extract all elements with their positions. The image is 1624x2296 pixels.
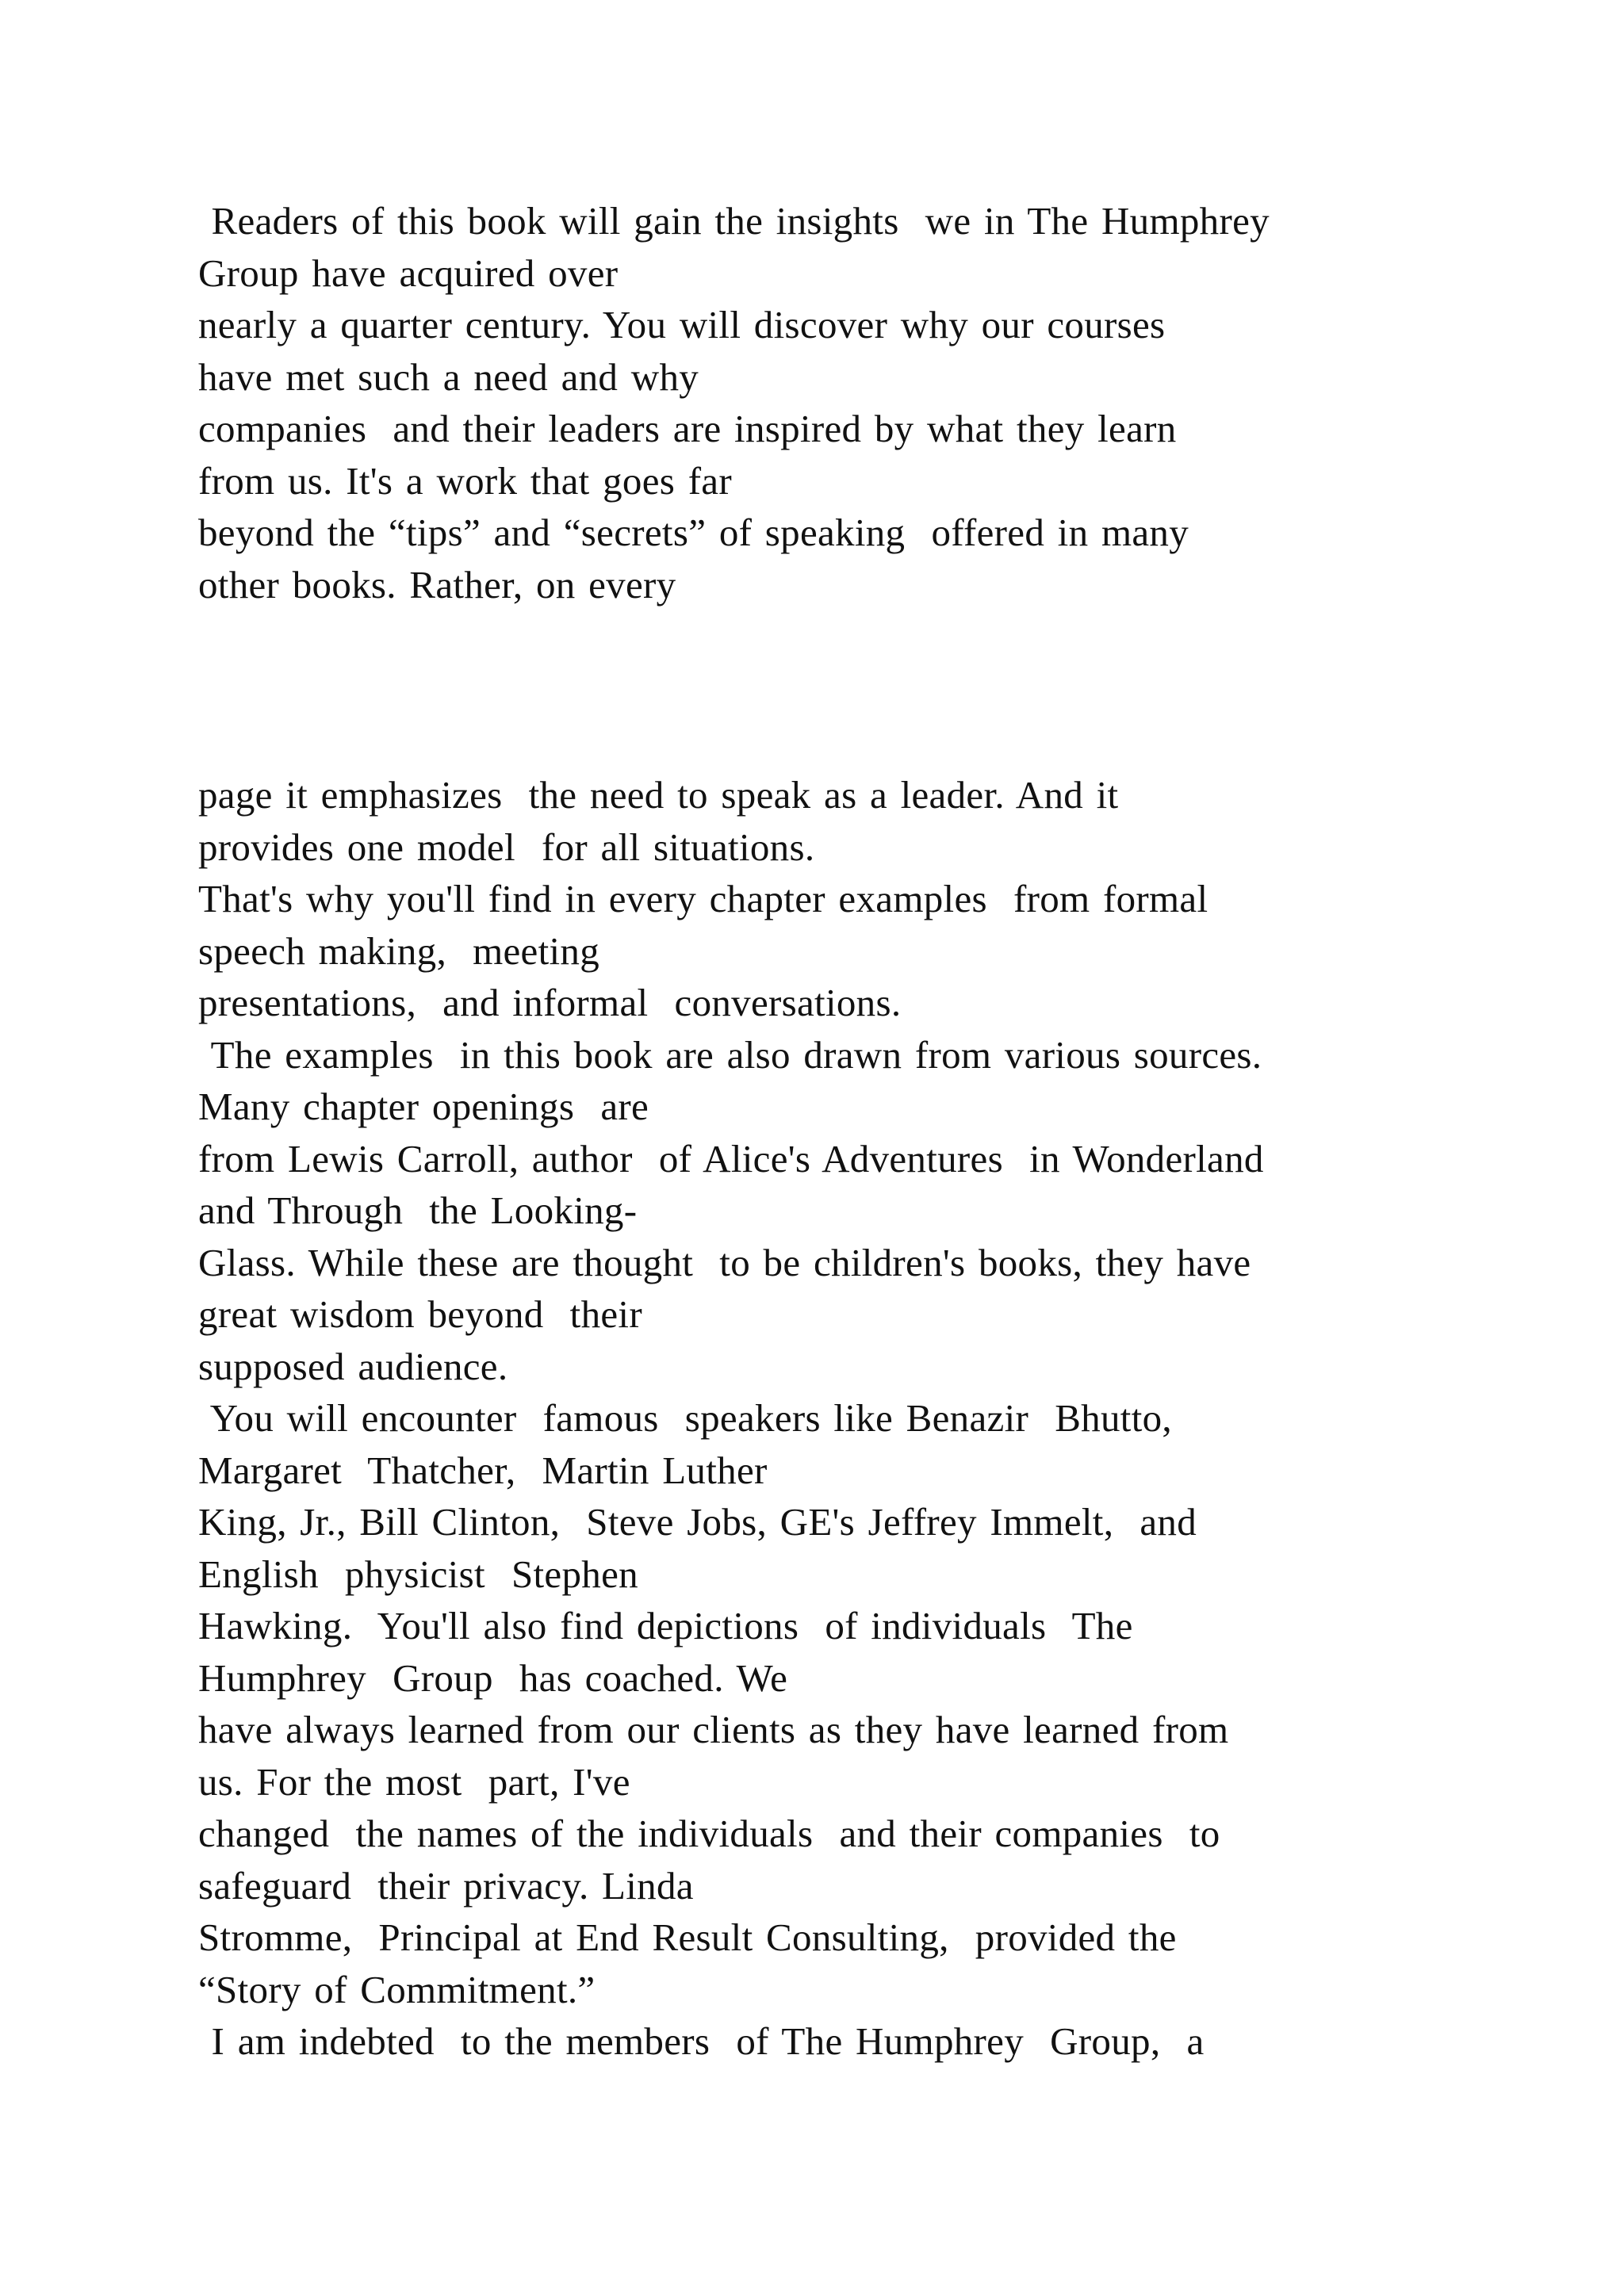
text-line: supposed audience. xyxy=(198,1344,508,1388)
text-line: The examples in this book are also drawn from various sources. xyxy=(198,1032,1262,1077)
text-line: Many chapter openings are xyxy=(198,1085,649,1128)
text-line: I am indebted to the members of The Humphrey Group, a xyxy=(198,2019,1205,2063)
text-line: us. For the most part, I've xyxy=(198,1759,630,1804)
text-line: changed the names of the individuals and their companies to xyxy=(198,1812,1220,1855)
text-line: Hawking. You'll also find depictions of individuals The xyxy=(198,1604,1133,1647)
text-line: safeguard their privacy. Linda xyxy=(198,1863,694,1908)
text-line: from Lewis Carroll, author of Alice's Adventures in Wonderland xyxy=(198,1136,1264,1181)
text-line: Group have acquired over xyxy=(198,251,619,295)
text-line: from us. It's a work that goes far xyxy=(198,458,732,503)
text-line: Humphrey Group has coached. We xyxy=(198,1655,788,1700)
text-line: page it emphasizes the need to speak as a leader. And it xyxy=(198,773,1119,817)
text-line: speech making, meeting xyxy=(198,928,600,973)
text-line: Stromme, Principal at End Result Consulting, provided the xyxy=(198,1915,1177,1959)
text-line: King, Jr., Bill Clinton, Steve Jobs, GE's Jeffrey Immelt, and xyxy=(198,1500,1197,1544)
text-section-1 xyxy=(198,195,1515,610)
text-line: nearly a quarter century. You will discover why our courses xyxy=(198,303,1166,346)
text-line: You will encounter famous speakers like Benazir Bhutto, xyxy=(198,1396,1172,1440)
text-line: great wisdom beyond their xyxy=(198,1292,642,1336)
text-line: have always learned from our clients as they have learned from xyxy=(198,1708,1229,1751)
text-line: have met such a need and why xyxy=(198,354,699,399)
text-line: beyond the “tips” and “secrets” of speaking offered in many xyxy=(198,511,1189,554)
text-line: That's why you'll find in every chapter examples from formal xyxy=(198,877,1208,920)
text-line: “Story of Commitment.” xyxy=(198,1967,596,2011)
text-line: Glass. While these are thought to be children's books, they have xyxy=(198,1240,1251,1284)
text-line: English physicist Stephen xyxy=(198,1552,638,1596)
text-line: presentations, and informal conversations. xyxy=(198,981,902,1024)
text-line: and Through the Looking- xyxy=(198,1188,638,1232)
text-line: companies and their leaders are inspired by what they learn xyxy=(198,407,1177,450)
text-line: Readers of this book will gain the insights we in The Humphrey xyxy=(198,199,1270,243)
text-line: other books. Rather, on every xyxy=(198,562,676,607)
text-line: Margaret Thatcher, Martin Luther xyxy=(198,1448,768,1492)
text-section-2 xyxy=(198,769,1515,2068)
text-line: provides one model for all situations. xyxy=(198,825,815,869)
